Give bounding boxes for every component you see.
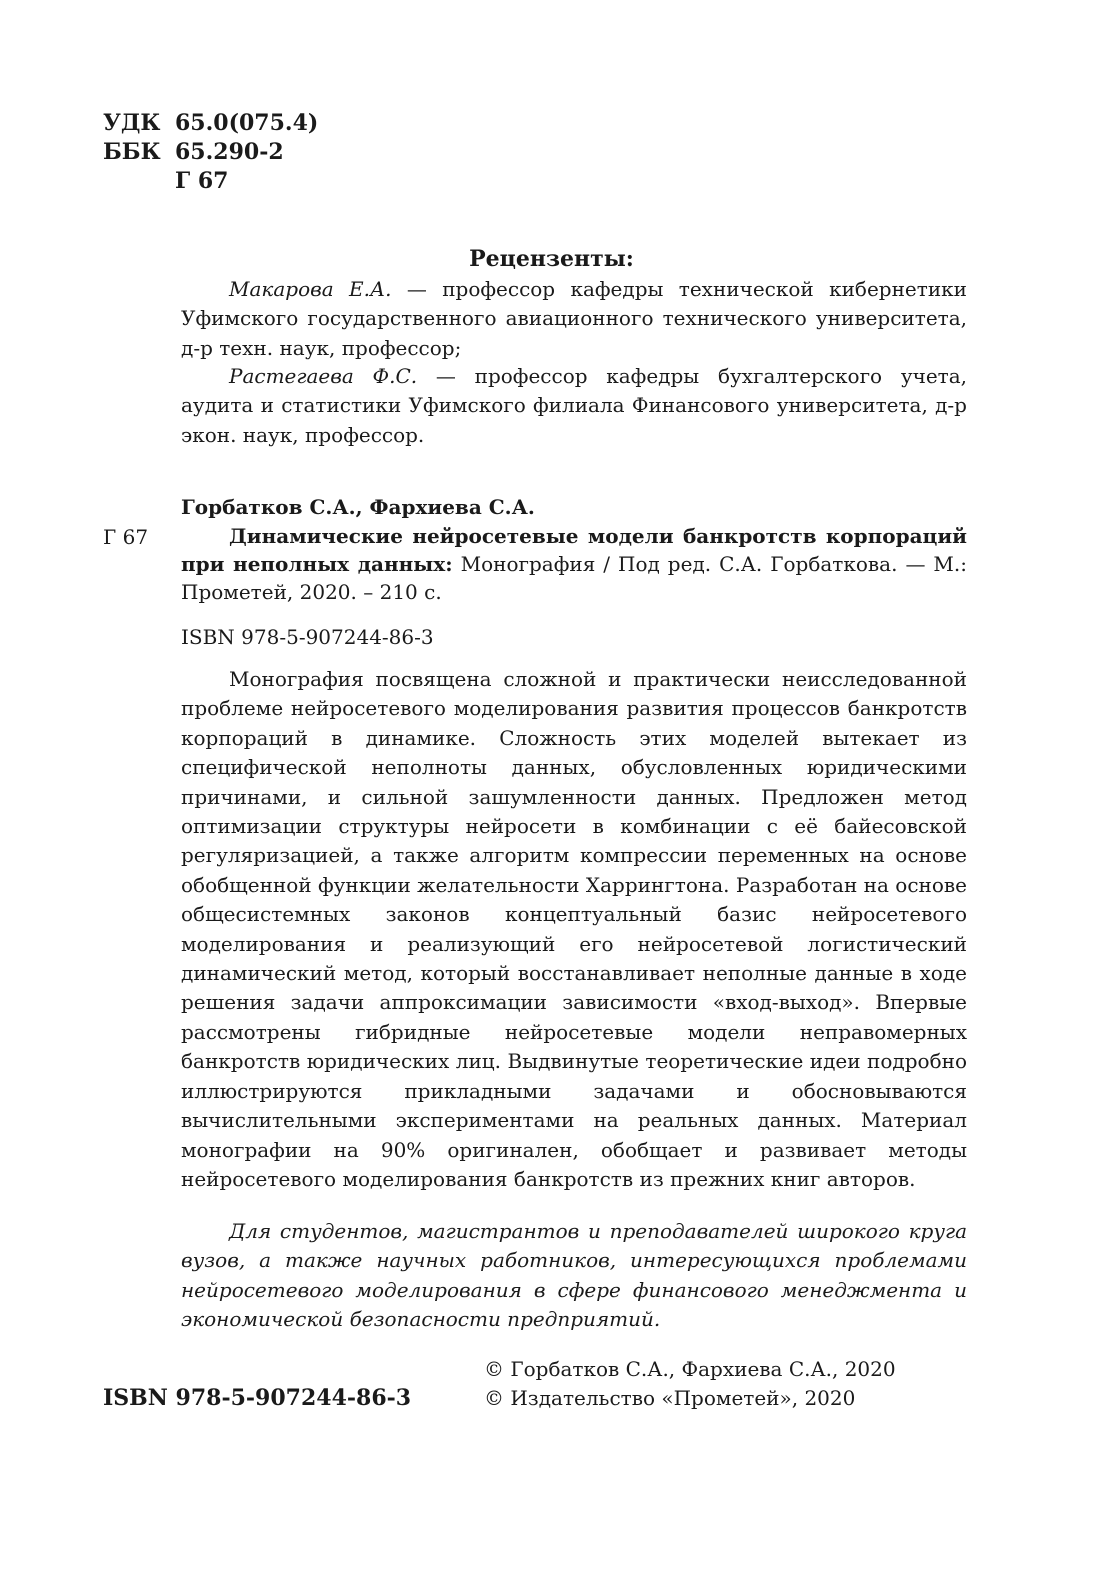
bib-code: Г 67 <box>103 525 149 549</box>
bbk-value: 65.290-2 <box>175 139 284 165</box>
udk-value: 65.0(075.4) <box>175 110 319 136</box>
reviewers-title: Рецензенты: <box>469 246 634 272</box>
reviewer-2 <box>181 362 967 450</box>
udk-label: УДК <box>103 110 161 136</box>
bib-title: Динамические нейросетевые модели банкротств корпораций при неполных данных: <box>181 524 967 576</box>
author-mark: Г 67 <box>175 168 229 194</box>
bib-isbn: ISBN 978-5-907244-86-3 <box>181 625 434 649</box>
bib-description <box>181 522 967 606</box>
copyright-publisher: © Издательство «Прометей», 2020 <box>484 1386 856 1410</box>
reviewer-2-text: — профессор кафедры бухгалтерского учета, аудита и статистики Уфимского филиала Финансового университета, д-р экон. наук, профессор. <box>181 364 967 447</box>
copyright-authors: © Горбатков С.А., Фархиева С.А., 2020 <box>484 1357 896 1381</box>
reviewer-1-text: — профессор кафедры технической кибернетики Уфимского государственного авиационного технического университета, д-р техн. наук, профессор; <box>181 277 967 360</box>
annotation-text: Монография посвящена сложной и практически неисследованной проблеме нейросетевого моделирования развития процессов банкротств корпораций в динамике. Сложность этих моделей вытекает из специфической неполноты данных, обусловленных юридическими причинами, и сильной зашумленности данных. Предложен метод оптимизации структуры нейросети в комбинации с её байесовской регуляризацией, а также алгоритм компрессии переменных на основе обобщенной функции желательности Харрингтона. Разработан на основе общесистемных законов концептуальный базис нейросетевого моделирования и реализующий его нейросетевой логистический динамический метод, который восстанавливает неполные данные в ходе решения задачи аппроксимации зависимости «вход-выход». Впервые рассмотрены гибридные нейросетевые модели неправомерных банкротств юридических лиц. Выдвинутые теоретические идеи подробно иллюстрируются прикладными задачами и обосновываются вычислительными экспериментами на реальных данных. Материал монографии на 90% оригинален, обобщает и развивает методы нейросетевого моделирования банкротств из прежних книг авторов. <box>181 667 967 1191</box>
reviewer-2-name: Растегаева Ф.С. <box>229 364 418 388</box>
reviewer-1-name: Макарова Е.А. <box>229 277 392 301</box>
bbk-line <box>103 139 284 165</box>
reviewer-1 <box>181 275 967 363</box>
udk-line <box>103 110 318 136</box>
annotation-audience: Для студентов, магистрантов и преподавателей широкого круга вузов, а также научных работников, интересующихся проблемами нейросетевого моделирования в сфере финансового менеджмента и экономической безопасности предприятий. <box>181 1219 967 1332</box>
bib-details: Монография / Под ред. С.А. Горбаткова. — М.: Прометей, 2020. – 210 с. <box>181 552 968 604</box>
bib-authors: Горбатков С.А., Фархиева С.А. <box>181 495 535 519</box>
bbk-label: ББК <box>103 139 161 165</box>
footer-isbn: ISBN 978-5-907244-86-3 <box>103 1385 412 1411</box>
